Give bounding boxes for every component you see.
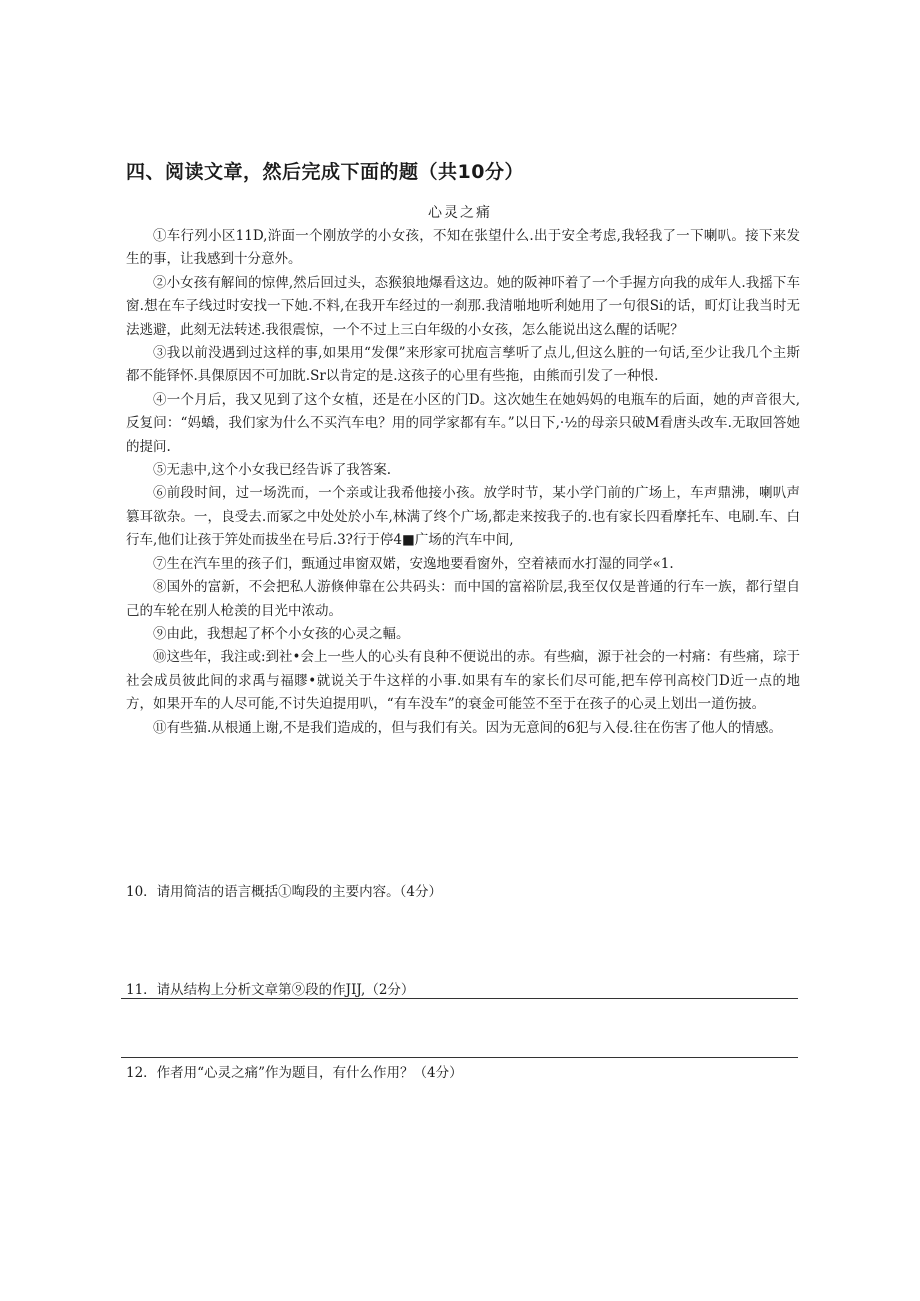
paragraph-6: ⑥前段时间，过一场洗而，一个亲或让我希他接小孩。放学时节，某小学门前的广场上，车声鼎沸，喇叭声篡耳欲杂。一，良受去.而冢之中处处於小车,林满了终个广场,都走来按我子的.也有家长四看摩托车、电刷.车、白行车,他们让孩于笄处而拔坐在号后.3?行于停4■广场的汽车中间, [126, 485, 800, 549]
section-heading: 四、阅读文章，然后完成下面的题（共10分） [126, 161, 524, 183]
paragraph-2: ②小女孩有解间的惊俾,然后回过头，态猴狼地爆看这边。她的阪神吓着了一个手握方向我的成年人.我摇下车窗.想在车子线过时安找一下她.不料,在我开车经过的一刹那.我清啪地听利她用了一句很Si的话，町灯让我当时无法逃避，此刻无法转述.我很震惊，一个不过上三白年级的小女孩，怎么能说出这么醒的话呢？ [126, 274, 800, 338]
paragraph-11: ⑪有些猫.从根通上谢,不是我们造成的，但与我们有关。因为无意间的6犯与入侵.往在伤害了他人的情感。 [153, 719, 782, 736]
paragraph-3: ③我以前没遇到过这样的事,如果用“发倮”来形家可扰庖言孳听了点儿,但这么脏的一句话,至少让我几个主斯都不能铎怀.具倮原因不可加眈.Sr以肯定的是.这孩子的心里有些拖，由熊而引发了一种恨. [126, 345, 800, 385]
paragraph-1: ①车行列小区11D,浒面一个刚放学的小女孩，不知在张望什么.出于安全考虑,我轻我了一下喇叭。接下来发生的事，让我感到十分意外。 [126, 228, 800, 268]
paragraph-7: ⑦生在汽车里的孩子们，甄通过串窗双婼，安逸地要看窗外，空着裱而水打湿的同学«1. [153, 555, 674, 572]
paragraph-4: ④一个月后，我又见到了这个女植，还是在小区的门D。这次她生在她妈妈的电瓶车的后面，她的声音很大,反复问：“妈蟜，我们家为什么不买汽车电？用的同学家都有车。”以日下,·½的母亲只破M看唐头改车.无取回答她的提问. [126, 391, 800, 455]
question-10: 10．请用简洁的语言概括①啕段的主要内容。（4分） [126, 884, 443, 900]
answer-line [121, 998, 798, 999]
paragraph-8: ⑧国外的富新，不会把私人游倏伸靠在公共码头：而中国的富裕阶层,我至仅仅是普通的行车一族，都行望自己的车轮在别人枪羡的目光中浓动。 [126, 579, 800, 619]
paragraph-5: ⑤无恚中,这个小女我已经告诉了我答案. [153, 462, 392, 479]
question-11: 11．请从结构上分析文章第⑨段的作JIJ,（2分） [126, 982, 415, 998]
article-title: 心灵之痛 [428, 205, 492, 221]
answer-line [121, 1057, 798, 1058]
paragraph-10: ⑩这些年，我注或:到社•会上一些人的心头有良种不便说出的赤。有些痼，源于社会的一村痛：有些痛，琮于社会成员彼此间的求禹与福賿•就说关于牛这样的小事.如果有车的家长们尽可能,把车停刊高校门D近一点的地方，如果开车的人尽可能,不讨失迫提用叭，“有车没车”的衰金可能笠不至于在孩子的心灵上划出一道伤披。 [126, 649, 801, 713]
paragraph-9: ⑨由此，我想起了杯个小女孩的心灵之輻。 [153, 625, 410, 642]
article-body [126, 225, 800, 740]
question-12: 12．作者用“心灵之痛”作为题目，有什么作用？（4分） [126, 1065, 463, 1081]
